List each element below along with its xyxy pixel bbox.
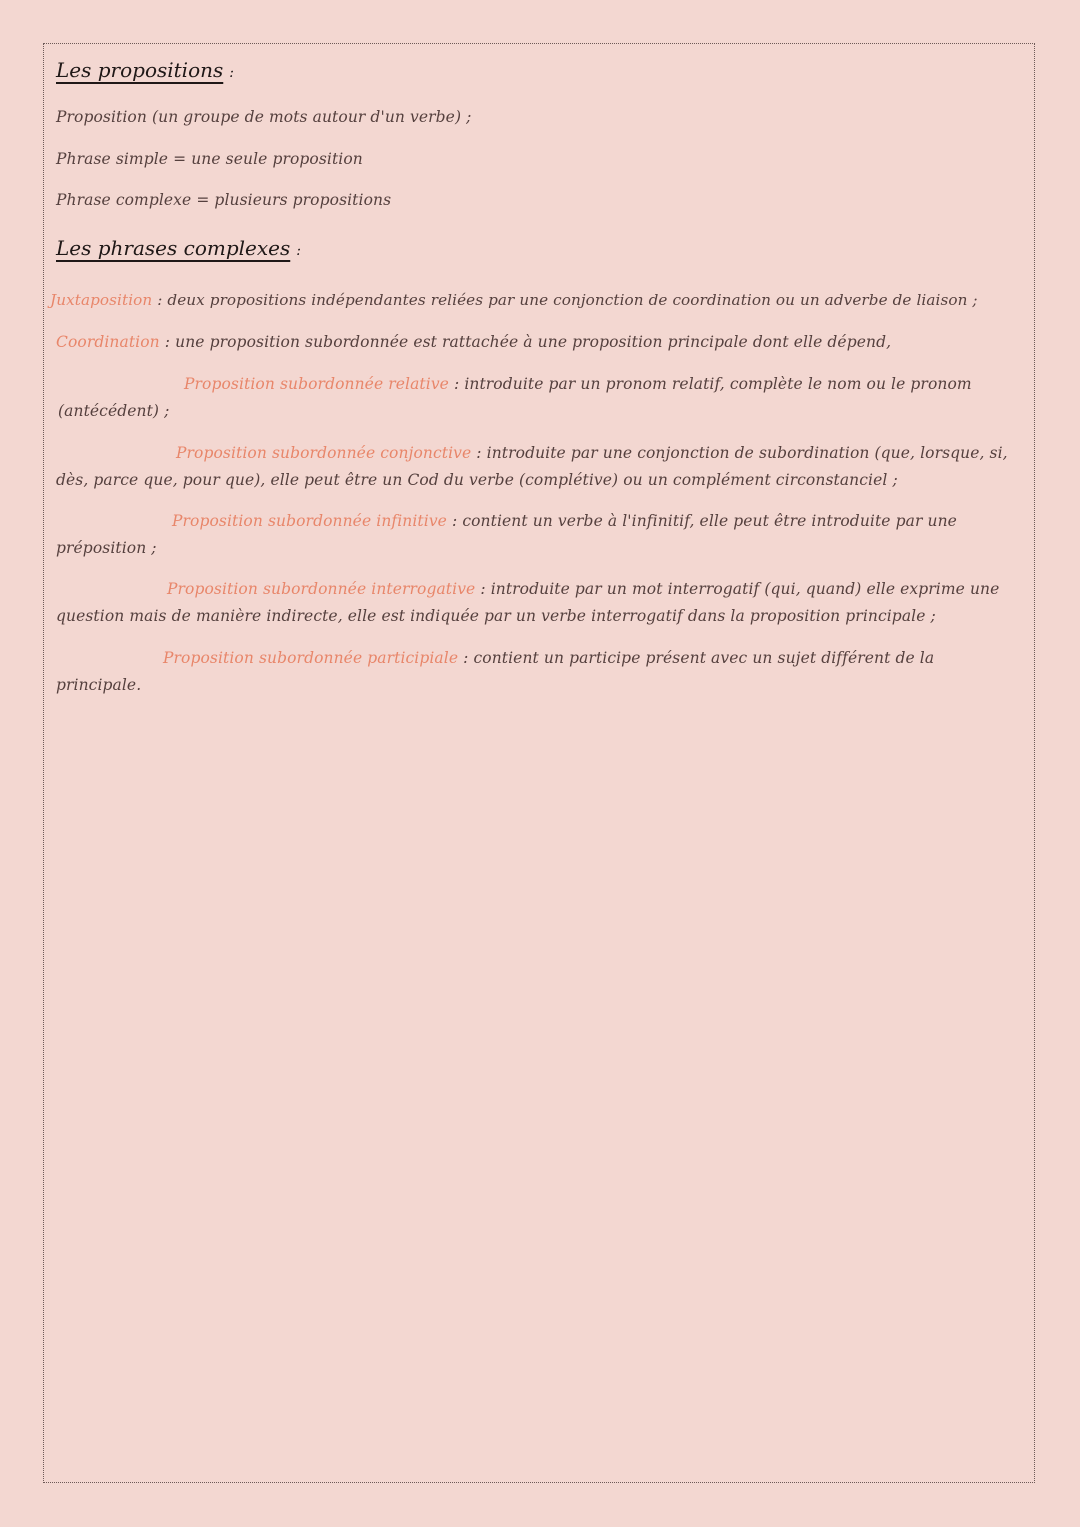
heading-phrases-complexes-text: Les phrases complexes [56, 236, 291, 260]
line-phrase-complexe: Phrase complexe = plusieurs propositions [56, 191, 392, 209]
definition-subordonnee-infinitive: : contient un verbe à l'infinitif, elle peut être introduite par une préposition ; [56, 512, 957, 557]
item-subordonnee-participiale [56, 645, 956, 699]
item-subordonnee-relative [58, 371, 993, 425]
term-subordonnee-participiale: Proposition subordonnée participiale [163, 649, 459, 667]
definition-subordonnee-participiale: : contient un participe présent avec un sujet différent de la principale. [56, 649, 935, 694]
line-proposition-definition: Proposition (un groupe de mots autour d'un verbe) ; [56, 108, 472, 126]
term-subordonnee-relative: Proposition subordonnée relative [184, 375, 449, 393]
definition-subordonnee-conjonctive: : introduite par une conjonction de subordination (que, lorsque, si, dès, parce que, pour que), elle peut être un Cod du verbe (complétive) ou un complément circonstanciel ; [56, 444, 1008, 489]
definition-coordination: : une proposition subordonnée est rattachée à une proposition principale dont elle dépend, [159, 333, 892, 351]
definition-subordonnee-relative: : introduite par un pronom relatif, complète le nom ou le pronom (antécédent) ; [58, 375, 972, 420]
term-subordonnee-interrogative: Proposition subordonnée interrogative [167, 580, 476, 598]
item-subordonnee-infinitive [56, 508, 996, 562]
heading-propositions-text: Les propositions [56, 58, 224, 82]
line-phrase-simple: Phrase simple = une seule proposition [56, 150, 363, 168]
heading-phrases-complexes [56, 236, 301, 260]
term-subordonnee-conjonctive: Proposition subordonnée conjonctive [176, 444, 472, 462]
definition-juxtaposition: : deux propositions indépendantes reliées par une conjonction de coordination ou un adverbe de liaison ; [152, 291, 978, 309]
item-subordonnee-conjonctive [56, 440, 1018, 494]
definition-subordonnee-interrogative: : introduite par un mot interrogatif (qui, quand) elle exprime une question mais de manière indirecte, elle est indiquée par un verbe interrogatif dans la proposition principale ; [56, 580, 1000, 625]
heading-phrases-complexes-colon: : [296, 243, 301, 259]
item-coordination [56, 333, 891, 351]
term-coordination: Coordination [56, 333, 160, 351]
heading-propositions-colon: : [229, 65, 234, 81]
term-juxtaposition: Juxtaposition [50, 291, 153, 309]
heading-propositions [56, 58, 234, 82]
item-subordonnee-interrogative [56, 576, 1011, 630]
term-subordonnee-infinitive: Proposition subordonnée infinitive [172, 512, 447, 530]
item-juxtaposition [50, 291, 978, 309]
